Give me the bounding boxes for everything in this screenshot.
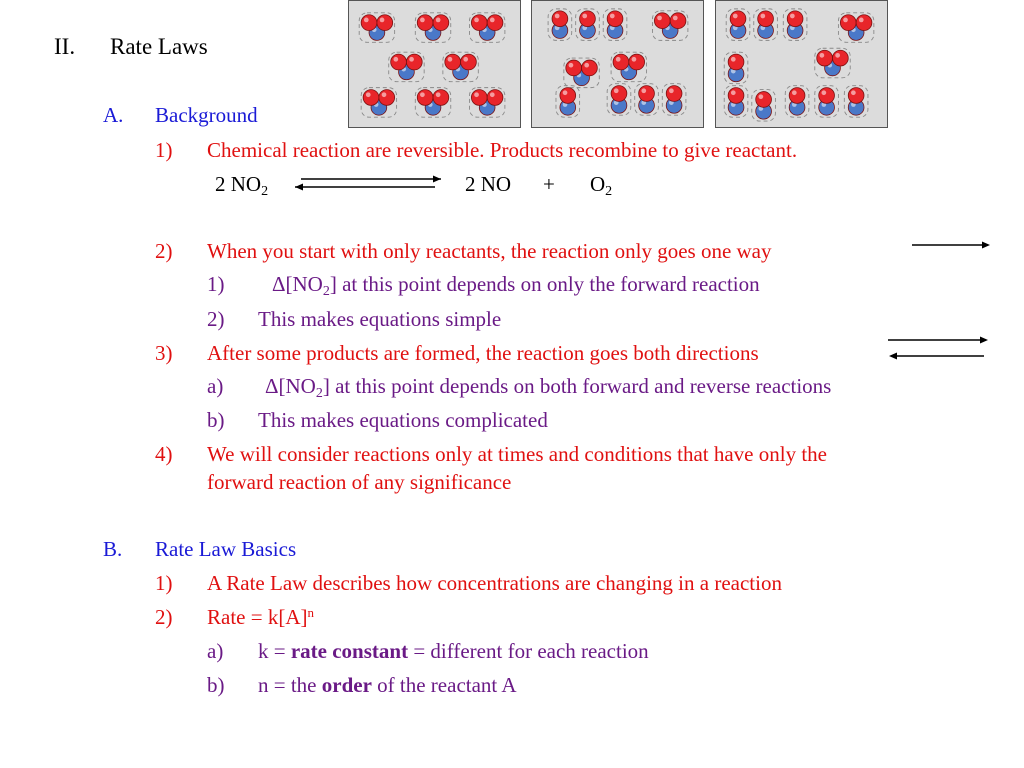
equation-plus: + [543,172,555,196]
atom-highlight [790,14,795,19]
oxygen-atom [639,86,655,102]
no-molecule [726,9,750,41]
no2-molecule [838,13,873,43]
atom-highlight [474,18,479,23]
no2-molecule [469,88,504,118]
panel-products-svg [716,1,887,127]
oxygen-atom [487,90,503,106]
oxygen-atom [363,90,379,106]
a-item3-subb-number: b) [207,408,225,432]
oxygen-atom [582,60,598,76]
equation-product-no: 2 NO [465,172,512,196]
oxygen-atom [666,86,682,102]
b-item2-suba-number: a) [207,639,224,663]
a-item3-suba-number: a) [207,374,224,398]
atom-highlight [616,57,621,62]
oxygen-atom [560,88,576,104]
oxygen-atom [445,54,461,70]
atom-highlight [760,14,765,19]
no2-molecule [652,11,687,41]
both-directions-arrow [888,334,992,362]
oxygen-atom [613,54,629,70]
no-molecule [556,86,580,118]
no-molecule [603,9,627,41]
panel-initial-svg [349,1,520,127]
no-molecule [607,84,631,116]
atom-highlight [436,92,441,97]
oxygen-atom [580,11,596,27]
no-molecule [754,9,778,41]
atom-highlight [409,57,414,62]
oxygen-atom [789,88,805,104]
atom-highlight [490,92,495,97]
atom-highlight [474,92,479,97]
atom-highlight [382,92,387,97]
no2-molecule [389,52,424,82]
b-item2-number: 2) [155,605,173,629]
atom-highlight [436,18,441,23]
atom-highlight [731,90,736,95]
atom-highlight [420,18,425,23]
no-molecule [662,84,686,116]
oxygen-atom [461,54,477,70]
oxygen-atom [391,54,407,70]
a-item3-suba-text: $\Delta[NO_2]$ at this point depends on both forward and reverse reactions [265,374,832,401]
a-item2-number: 2) [155,239,173,263]
subsection-b-letter: B. [103,537,123,561]
equilibrium-arrow [293,174,443,194]
b-item2-subb-number: b) [207,673,225,697]
atom-highlight [569,63,574,68]
atom-highlight [364,18,369,23]
a-item4-line2: forward reaction of any significance [207,470,512,494]
oxygen-atom [728,54,744,70]
oxygen-atom [848,88,864,104]
oxygen-atom [552,11,568,27]
a-item4-line1: We will consider reactions only at times and conditions that have only the [207,442,827,466]
oxygen-atom [728,88,744,104]
atom-highlight [393,57,398,62]
a-item4-number: 4) [155,442,173,466]
no-molecule [815,86,839,118]
subsection-a-letter: A. [103,103,124,127]
a-item3-subb-text: This makes equations complicated [258,408,548,432]
atom-highlight [582,14,587,19]
no-molecule [724,52,748,84]
no-molecule [635,84,659,116]
section-number: II. [54,34,76,59]
oxygen-atom [817,50,833,66]
atom-highlight [614,88,619,93]
oxygen-atom [487,15,503,31]
atom-highlight [555,14,560,19]
atom-highlight [657,16,662,21]
a-item2-sub1-number: 1) [207,272,225,296]
forward-arrow [912,238,992,252]
equation-product-o2: $O_2$ [590,172,613,199]
oxygen-atom [566,60,582,76]
oxygen-atom [787,11,803,27]
oxygen-atom [417,15,433,31]
atom-highlight [673,16,678,21]
a-item2-sub2-text: This makes equations simple [258,307,502,331]
no2-molecule [415,88,450,118]
oxygen-atom [670,13,686,29]
b-item2-suba-text: k = rate constant = different for each reaction [258,639,649,663]
atom-highlight [584,63,589,68]
b-item1-number: 1) [155,571,173,595]
oxygen-atom [361,15,377,31]
oxygen-atom [819,88,835,104]
no-molecule [724,86,748,118]
subsection-a-title: Background [155,103,258,127]
no2-molecule [415,13,450,43]
no-molecule [785,86,809,118]
no-molecule [783,9,807,41]
no2-molecule [815,48,850,78]
b-item2-subb-text: n = the order of the reactant A [258,673,517,697]
atom-highlight [563,90,568,95]
atom-highlight [731,57,736,62]
oxygen-atom [433,90,449,106]
a-item2-text: When you start with only reactants, the reaction only goes one way [207,239,772,263]
oxygen-atom [840,15,856,31]
atom-highlight [380,18,385,23]
atom-highlight [821,90,826,95]
oxygen-atom [377,15,393,31]
no2-molecule [359,13,394,43]
subsection-b-title: Rate Law Basics [155,537,297,561]
a-item3-number: 3) [155,341,173,365]
atom-highlight [463,57,468,62]
no2-molecule [564,58,599,88]
oxygen-atom [629,54,645,70]
molecule-panel-mixed [531,0,704,128]
no-molecule [752,90,776,122]
atom-highlight [366,92,371,97]
atom-highlight [859,18,864,23]
a-item3-text: After some products are formed, the reaction goes both directions [207,341,759,365]
atom-highlight [610,14,615,19]
no-molecule [844,86,868,118]
oxygen-atom [406,54,422,70]
atom-highlight [820,53,825,58]
b-item2-text: Rate = $k[A]^n$ [207,605,314,629]
panel-mixed-svg [532,1,703,127]
atom-highlight [851,90,856,95]
no-molecule [576,9,600,41]
b-item1-text: A Rate Law describes how concentrations are changing in a reaction [207,571,782,595]
oxygen-atom [379,90,395,106]
atom-highlight [669,88,674,93]
oxygen-atom [417,90,433,106]
atom-highlight [490,18,495,23]
oxygen-atom [611,86,627,102]
oxygen-atom [607,11,623,27]
oxygen-atom [756,92,772,108]
no2-molecule [443,52,478,82]
atom-highlight [420,92,425,97]
atom-highlight [632,57,637,62]
equation-reactant: 2 $NO_2$ [215,172,269,199]
oxygen-atom [471,15,487,31]
a-item1-number: 1) [155,138,173,162]
a-item2-sub1-text: $\Delta[NO_2]$ at this point depends on only the forward reaction [272,272,760,299]
no2-molecule [611,52,646,82]
molecule-panel-products [715,0,888,128]
oxygen-atom [471,90,487,106]
oxygen-atom [758,11,774,27]
oxygen-atom [833,50,849,66]
oxygen-atom [433,15,449,31]
no-molecule [548,9,572,41]
atom-highlight [792,90,797,95]
atom-highlight [835,53,840,58]
page-title: Rate Laws [110,34,208,59]
atom-highlight [641,88,646,93]
atom-highlight [843,18,848,23]
oxygen-atom [856,15,872,31]
a-item2-sub2-number: 2) [207,307,225,331]
molecule-panel-initial [348,0,521,128]
no2-molecule [469,13,504,43]
atom-highlight [733,14,738,19]
atom-highlight [758,94,763,99]
atom-highlight [448,57,453,62]
a-item1-text: Chemical reaction are reversible. Products recombine to give reactant. [207,138,798,162]
oxygen-atom [730,11,746,27]
no2-molecule [361,88,396,118]
oxygen-atom [654,13,670,29]
